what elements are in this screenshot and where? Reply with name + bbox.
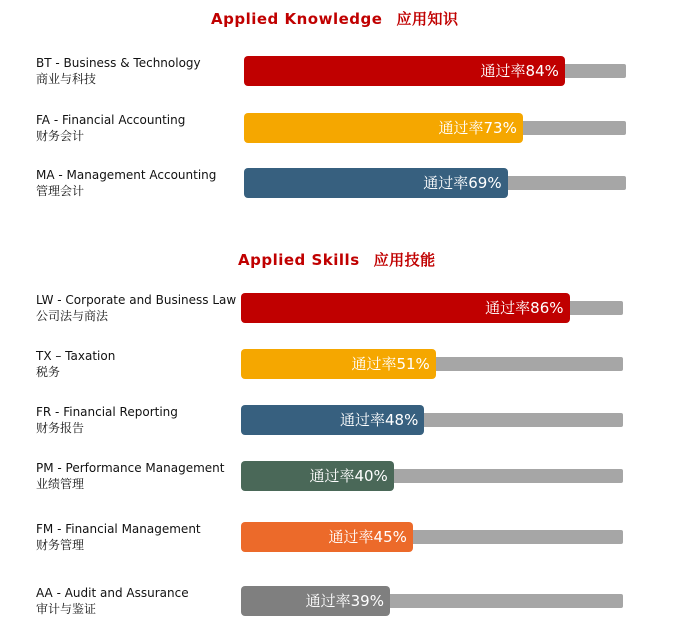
- label-cn: 财务管理: [36, 538, 85, 552]
- bar: 通过率73%: [244, 113, 523, 143]
- label-cn: 业绩管理: [36, 477, 85, 491]
- label-en: PM - Performance Management: [36, 461, 225, 475]
- bar: 通过率69%: [244, 168, 508, 198]
- category-label: [36, 348, 115, 380]
- label-cn: 审计与鉴证: [36, 602, 97, 616]
- label-en: TX – Taxation: [36, 349, 116, 363]
- bar: 通过率84%: [244, 56, 565, 86]
- bar: 通过率51%: [241, 349, 436, 379]
- category-label: [36, 521, 201, 553]
- label-en: FM - Financial Management: [36, 522, 201, 536]
- label-cn: 管理会计: [36, 184, 85, 198]
- title-en: Applied Knowledge: [211, 10, 383, 28]
- label-cn: 财务会计: [36, 129, 85, 143]
- label-en: LW - Corporate and Business Law: [36, 293, 237, 307]
- bar: 通过率40%: [241, 461, 394, 491]
- section-title: [238, 249, 436, 270]
- section-title: [211, 8, 458, 29]
- label-cn: 公司法与商法: [36, 309, 109, 323]
- label-en: FA - Financial Accounting: [36, 113, 186, 127]
- label-en: AA - Audit and Assurance: [36, 586, 189, 600]
- category-label: [36, 404, 178, 436]
- bar: 通过率48%: [241, 405, 424, 435]
- label-cn: 税务: [36, 365, 61, 379]
- category-label: [36, 460, 224, 492]
- title-cn: 应用技能: [373, 251, 436, 269]
- title-en: Applied Skills: [238, 251, 360, 269]
- category-label: [36, 167, 216, 199]
- bar: 通过率86%: [241, 293, 570, 323]
- label-en: FR - Financial Reporting: [36, 405, 178, 419]
- label-en: MA - Management Accounting: [36, 168, 217, 182]
- category-label: [36, 55, 201, 87]
- bar: 通过率39%: [241, 586, 390, 616]
- title-cn: 应用知识: [396, 10, 459, 28]
- category-label: [36, 585, 189, 617]
- category-label: [36, 292, 236, 324]
- label-en: BT - Business & Technology: [36, 56, 201, 70]
- category-label: [36, 112, 185, 144]
- label-cn: 财务报告: [36, 421, 85, 435]
- bar: 通过率45%: [241, 522, 413, 552]
- label-cn: 商业与科技: [36, 72, 97, 86]
